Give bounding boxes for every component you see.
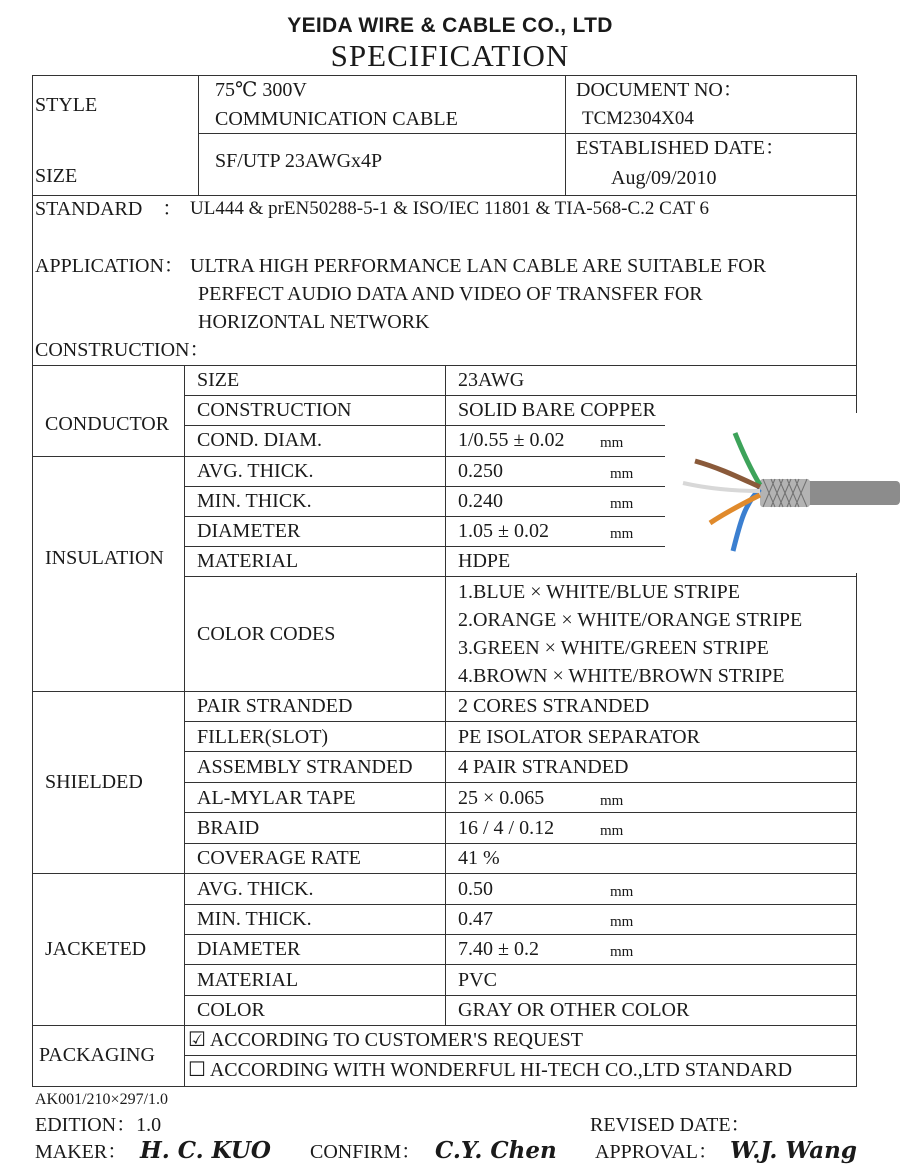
standard-label: STANDARD ：	[35, 198, 183, 220]
packaging-option-1	[188, 1028, 583, 1052]
jacketed-group-label: JACKETED	[45, 938, 147, 960]
row-value: 25 × 0.065	[458, 787, 545, 809]
application-line-2: PERFECT AUDIO DATA AND VIDEO OF TRANSFER FOR	[198, 283, 703, 305]
standard-value: UL444 & prEN50288-5-1 & ISO/IEC 11801 & TIA-568-C.2 CAT 6	[190, 198, 709, 219]
row-value: 0.47	[458, 908, 493, 930]
row-unit: mm	[610, 944, 634, 960]
checked-checkbox-icon: ☑	[188, 1029, 206, 1051]
row-value: PE ISOLATOR SEPARATOR	[458, 726, 700, 748]
maker-label: MAKER：	[35, 1141, 128, 1163]
established-date-value: Aug/09/2010	[611, 167, 717, 189]
row-sep	[184, 721, 857, 722]
packaging-option-2-text: ACCORDING WITH WONDERFUL HI-TECH CO.,LTD STANDARD	[209, 1059, 793, 1081]
maker-signature: H. C. KUO	[140, 1137, 271, 1164]
color-codes-label: COLOR CODES	[197, 623, 336, 645]
row-label: MATERIAL	[197, 550, 299, 572]
row-value: 1.05 ± 0.02	[458, 520, 549, 542]
row-label: PAIR STRANDED	[197, 695, 353, 717]
table-divider-value	[445, 365, 446, 1025]
row-label: COVERAGE RATE	[197, 847, 361, 869]
row-sep	[184, 812, 857, 813]
edition: EDITION：1.0	[35, 1114, 162, 1136]
row-label: FILLER(SLOT)	[197, 726, 329, 748]
row-label: AVG. THICK.	[197, 878, 314, 900]
row-value: 0.50	[458, 878, 493, 900]
form-code: AK001/210×297/1.0	[35, 1091, 169, 1108]
size-label: SIZE	[35, 165, 78, 187]
row-unit: mm	[610, 496, 634, 512]
unchecked-checkbox-icon: ☐	[188, 1059, 206, 1081]
row-unit: mm	[600, 793, 624, 809]
row-label: MATERIAL	[197, 969, 299, 991]
shielded-group-label: SHIELDED	[45, 771, 143, 793]
row-unit: mm	[600, 435, 624, 451]
packaging-option-1-text: ACCORDING TO CUSTOMER'S REQUEST	[209, 1029, 583, 1051]
row-value: 41 %	[458, 847, 500, 869]
conductor-group-label: CONDUCTOR	[45, 413, 170, 435]
row-value: 2 CORES STRANDED	[458, 695, 650, 717]
row-value: 4 PAIR STRANDED	[458, 756, 629, 778]
approval-signature: W.J. Wang	[730, 1137, 857, 1164]
row-unit: mm	[610, 884, 634, 900]
style-type: COMMUNICATION CABLE	[215, 108, 458, 130]
row-sep	[184, 904, 857, 905]
row-label: DIAMETER	[197, 520, 301, 542]
confirm-label: CONFIRM：	[310, 1141, 422, 1163]
packaging-group-label: PACKAGING	[39, 1044, 155, 1066]
row-value: GRAY OR OTHER COLOR	[458, 999, 690, 1021]
row-value: PVC	[458, 969, 497, 991]
cable-jacket	[805, 481, 900, 505]
confirm-signature: C.Y. Chen	[435, 1137, 557, 1164]
row-sep	[184, 1055, 857, 1056]
row-sep	[184, 751, 857, 752]
cable-photo	[665, 413, 900, 573]
application-line-1: ULTRA HIGH PERFORMANCE LAN CABLE ARE SUITABLE FOR	[190, 255, 767, 277]
insulation-group-label: INSULATION	[45, 547, 164, 569]
row-value: 0.250	[458, 460, 503, 482]
table-divider-group	[184, 365, 185, 1087]
approval-label: APPROVAL：	[595, 1141, 718, 1163]
row-sep	[184, 995, 857, 996]
row-sep	[184, 395, 857, 396]
application-label: APPLICATION：	[35, 255, 184, 277]
construction-label: CONSTRUCTION：	[35, 339, 210, 361]
row-value: SOLID BARE COPPER	[458, 399, 656, 421]
row-sep	[184, 782, 857, 783]
doc-no-label: DOCUMENT NO：	[576, 79, 743, 101]
cable-photo-icon	[665, 413, 900, 573]
row-label: ASSEMBLY STRANDED	[197, 756, 413, 778]
row-unit: mm	[610, 466, 634, 482]
row-unit: mm	[610, 526, 634, 542]
color-code-1: 1.BLUE × WHITE/BLUE STRIPE	[458, 581, 741, 603]
row-label: AL-MYLAR TAPE	[197, 787, 356, 809]
group-sep-4	[32, 1025, 857, 1026]
row-value: HDPE	[458, 550, 511, 572]
document-title: SPECIFICATION	[330, 38, 570, 73]
color-code-4: 4.BROWN × WHITE/BROWN STRIPE	[458, 665, 785, 687]
row-label: SIZE	[197, 369, 240, 391]
row-label: AVG. THICK.	[197, 460, 314, 482]
row-label: BRAID	[197, 817, 260, 839]
row-value: 7.40 ± 0.2	[458, 938, 539, 960]
row-value: 16 / 4 / 0.12	[458, 817, 555, 839]
row-unit: mm	[610, 914, 634, 930]
row-unit: mm	[600, 823, 624, 839]
established-date-label: ESTABLISHED DATE：	[576, 137, 785, 159]
color-code-3: 3.GREEN × WHITE/GREEN STRIPE	[458, 637, 769, 659]
row-sep	[184, 843, 857, 844]
info-divider-1	[198, 75, 199, 196]
doc-no-value: TCM2304X04	[582, 108, 694, 129]
row-label: MIN. THICK.	[197, 908, 312, 930]
row-label: COLOR	[197, 999, 265, 1021]
row-sep	[184, 934, 857, 935]
row-label: COND. DIAM.	[197, 429, 322, 451]
row-label: CONSTRUCTION	[197, 399, 352, 421]
packaging-option-2	[188, 1058, 792, 1082]
color-code-2: 2.ORANGE × WHITE/ORANGE STRIPE	[458, 609, 803, 631]
group-sep-2	[32, 691, 857, 692]
size-value: SF/UTP 23AWGx4P	[215, 150, 383, 172]
revised-date-label: REVISED DATE：	[590, 1114, 751, 1136]
company-name: YEIDA WIRE & CABLE CO., LTD	[287, 14, 613, 37]
style-voltage: 75℃ 300V	[215, 79, 307, 101]
info-divider-2	[565, 75, 566, 196]
row-sep	[184, 964, 857, 965]
row-sep	[184, 576, 857, 577]
info-divider-3	[198, 133, 857, 134]
row-value: 23AWG	[458, 369, 525, 391]
application-line-3: HORIZONTAL NETWORK	[198, 311, 430, 333]
row-value: 1/0.55 ± 0.02	[458, 429, 565, 451]
row-label: MIN. THICK.	[197, 490, 312, 512]
group-sep-3	[32, 873, 857, 874]
row-value: 0.240	[458, 490, 503, 512]
row-label: DIAMETER	[197, 938, 301, 960]
style-label: STYLE	[35, 94, 98, 116]
